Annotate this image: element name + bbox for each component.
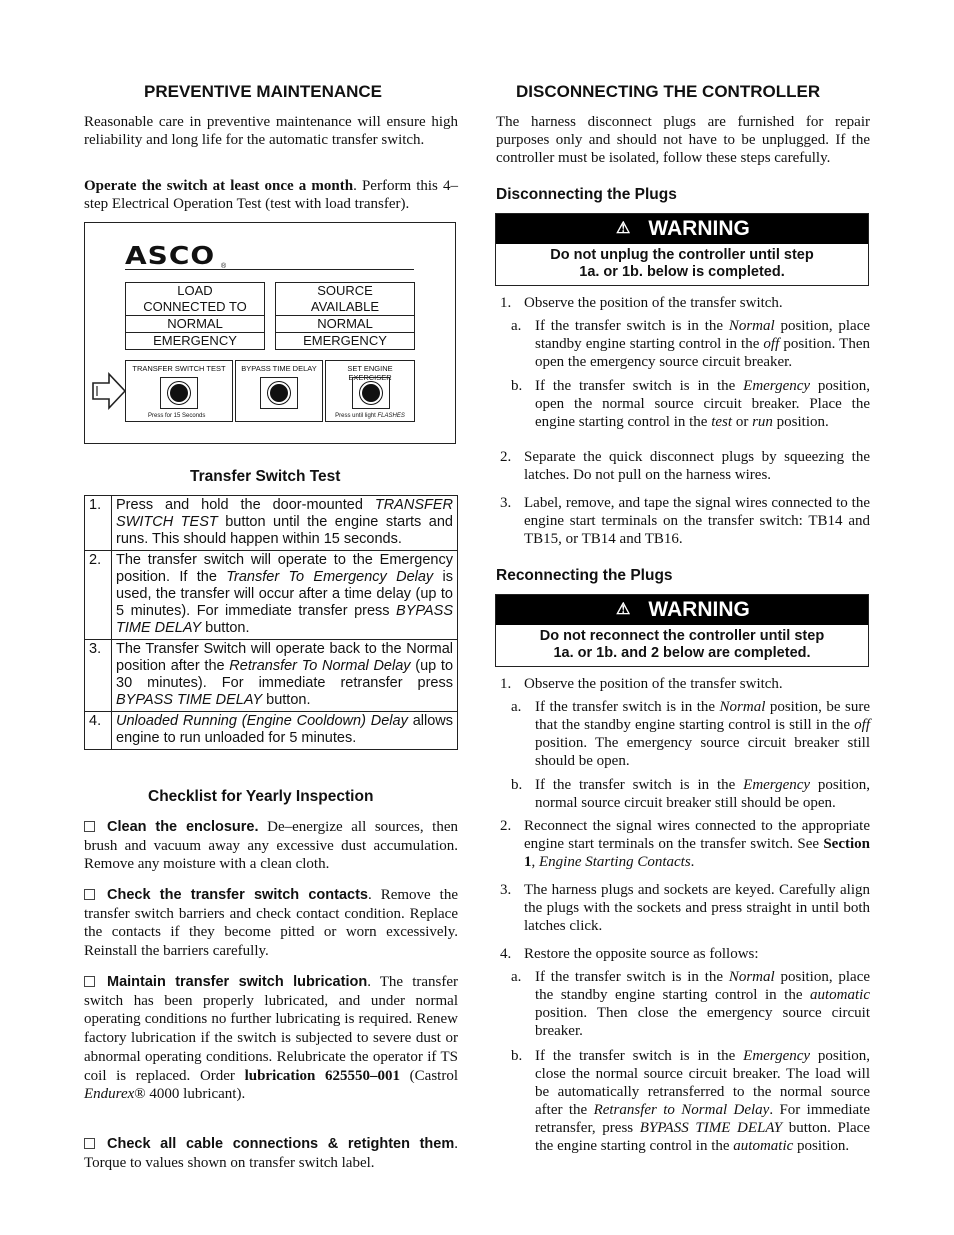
load-normal: NORMAL [126,316,264,333]
list-item: 2. Separate the quick disconnect plugs by squeezing the latches. Do not pull on the harness wires. [500,449,870,483]
list-item: b. If the transfer switch is in the Emergency position, close the normal source circuit breaker. The load will be automatically retransferred to the normal source after the Retransfer to Normal Delay. For immediate retransfer, press BYPASS TIME DELAY button. Place the engine starting control in the automatic position. [511,1048,871,1154]
load-header-line1: LOAD [177,283,213,298]
check-text: . The transfer switch has been properly lubricated, and under normal operating conditions no further lubricating is required. Renew factory lubrication if the switch is subjected to severe dust or abnormal operating conditions. Relubricate the operator if TS coil is replaced. Order [84,974,458,1084]
warning-label: WARNING [648,598,750,621]
push-button-icon [260,377,298,409]
load-header [126,283,264,316]
check-ital: Endurex [84,1086,135,1103]
reconnecting-plugs-title: Reconnecting the Plugs [496,567,673,584]
transfer-switch-test-table [84,495,458,750]
table-row [85,551,458,640]
registered-mark: ® [221,263,227,270]
push-button-icon [160,377,198,409]
warning-icon: ⚠ [616,220,631,237]
step-number: 3. [85,640,112,712]
sub-flashes: FLASHES [377,413,405,419]
check-bold: Maintain transfer switch lubrication [107,974,368,990]
load-connected-grid [125,282,265,350]
dc-intro: The harness disconnect plugs are furnished for repair purposes only and should not have to be unplugged. If the controller must be isolated, follow these steps carefully. [496,114,870,166]
check-text: . Torque to values shown on transfer switch label. [84,1136,458,1171]
checklist-title: Checklist for Yearly Inspection [148,788,374,805]
warning-line: 1a. or 1b. below is completed. [579,264,785,280]
push-button-icon [352,377,390,409]
check-bold2: lubrication 625550–001 [244,1067,401,1084]
warning-line: Do not reconnect the controller until step [539,628,825,644]
table-row [85,496,458,551]
warning-header [496,595,868,625]
warning-label: WARNING [648,217,750,240]
warning-message [496,244,868,285]
arrow-right-icon [91,371,127,411]
source-header-line2: AVAILABLE [310,299,380,314]
sub-text: Press until light [335,413,378,419]
bypass-time-delay-label: BYPASS TIME DELAY [241,364,317,373]
list-item: 2. Reconnect the signal wires connected to the appropriate engine start terminals on the transfer switch. See Section 1, Engine Starting Contacts. [500,818,870,870]
list-item: b. If the transfer switch is in the Emergency position, open the normal source circuit breaker. Place the engine starting control in the test or run position. [511,378,871,430]
step-number: 1. [85,496,112,551]
list-item: a. If the transfer switch is in the Normal position, place standby engine starting control in the off position. Then open the emergency source circuit breaker. [511,318,871,370]
warning-box-reconnect [495,594,869,667]
warning-icon: ⚠ [616,601,631,618]
step-text: The transfer switch will operate to the Emergency position. If the Transfer To Emergency Delay is used, the transfer will occur after a time delay (up to 5 minutes). For immediate transfer press BYPASS TIME DELAY button. [112,551,458,640]
step-text: The Transfer Switch will operate back to the Normal position after the Retransfer To Normal Delay (up to 30 minutes). For immediate retransfer press BYPASS TIME DELAY button. [112,640,458,712]
warning-box-disconnect [495,213,869,286]
warning-header [496,214,868,244]
list-item: a. If the transfer switch is in the Normal position, be sure that the standby engine starting control is still in the off position. The emergency source circuit breaker still should be open. [511,699,871,769]
list-item: 4. Restore the opposite source as follows: [500,946,759,962]
check-text3: ® 4000 lubricant). [134,1086,246,1103]
warning-line: Do not unplug the controller until step [550,247,814,263]
list-item: 3. Label, remove, and tape the signal wires connected to the engine start terminals on the transfer switch: TB14 and TB15, or TB14 and TB16. [500,495,870,547]
checkbox-icon[interactable] [84,976,95,987]
list-item: b. If the transfer switch is in the Emergency position, normal source circuit breaker still should be open. [511,777,871,811]
checkbox-icon[interactable] [84,821,95,832]
pm-intro: Reasonable care in preventive maintenance will ensure high reliability and long life for the automatic transfer switch. [84,114,458,148]
checklist-item [84,1135,458,1172]
source-header-line1: SOURCE [317,283,373,298]
load-emergency: EMERGENCY [153,333,237,348]
set-engine-exerciser-button[interactable] [325,360,415,422]
step-number: 2. [85,551,112,640]
disconnecting-plugs-title: Disconnecting the Plugs [496,186,677,203]
check-text2: (Castrol [400,1067,459,1084]
set-engine-exerciser-label: SET ENGINE EXERCISER [347,364,393,382]
warning-line: 1a. or 1b. and 2 below are completed. [553,645,811,661]
list-item: 1. Observe the position of the transfer switch. [500,676,783,692]
source-available-grid [275,282,415,350]
source-emergency: EMERGENCY [303,333,387,348]
step-text: Press and hold the door-mounted TRANSFER SWITCH TEST button until the engine starts and runs. This should happen within 15 seconds. [112,496,458,551]
pm-operate-rest: . Perform this 4–step Electrical Operation Test (test with load transfer). [84,178,459,212]
pm-operate-bold: Operate the switch at least once a month [84,178,354,194]
step-number: 4. [85,712,112,750]
pm-operate [84,177,458,213]
preventive-maintenance-title: PREVENTIVE MAINTENANCE [144,82,383,101]
checkbox-icon[interactable] [84,1138,95,1149]
list-item: 1. Observe the position of the transfer switch. [500,295,783,311]
bypass-time-delay-button[interactable] [235,360,323,422]
check-bold: Clean the enclosure. [107,819,259,835]
transfer-switch-test-label: TRANSFER SWITCH TEST [132,364,226,373]
checkbox-icon[interactable] [84,889,95,900]
set-engine-exerciser-sub [326,413,414,419]
disconnecting-controller-title: DISCONNECTING THE CONTROLLER [516,82,821,101]
asco-logo: ASCO [125,240,216,271]
source-normal: NORMAL [276,316,414,333]
control-panel-illustration [84,222,456,444]
checklist-item [84,818,458,874]
table-row [85,712,458,750]
check-bold: Check all cable connections & retighten them [107,1136,455,1152]
transfer-switch-test-sub: Press for 15 Seconds [148,413,206,419]
list-item: 3. The harness plugs and sockets are keyed. Carefully align the plugs with the sockets and press straight in until both latches click. [500,882,870,934]
transfer-switch-test-button[interactable] [125,360,233,422]
check-bold: Check the transfer switch contacts [107,887,368,903]
checklist-item [84,886,458,961]
logo-rule [125,269,414,270]
check-text: . Remove the transfer switch barriers and check contact condition. Replace the contacts if they become pitted or worn excessively. Reinstall the barriers carefully. [84,887,458,960]
checklist-item [84,973,458,1104]
transfer-switch-test-title: Transfer Switch Test [190,468,341,485]
list-item: a. If the transfer switch is in the Normal position, place the standby engine starting control in the automatic position. Then close the emergency source circuit breaker. [511,969,871,1039]
step-text: Unloaded Running (Engine Cooldown) Delay allows engine to run unloaded for 5 minutes. [112,712,458,750]
source-header [276,283,414,316]
check-text: De–energize all sources, then brush and vacuum away any excessive dust accumulation. Remove any moisture with a clean cloth. [84,819,458,873]
warning-message [496,625,868,666]
table-row [85,640,458,712]
load-header-line2: CONNECTED TO [143,299,247,314]
